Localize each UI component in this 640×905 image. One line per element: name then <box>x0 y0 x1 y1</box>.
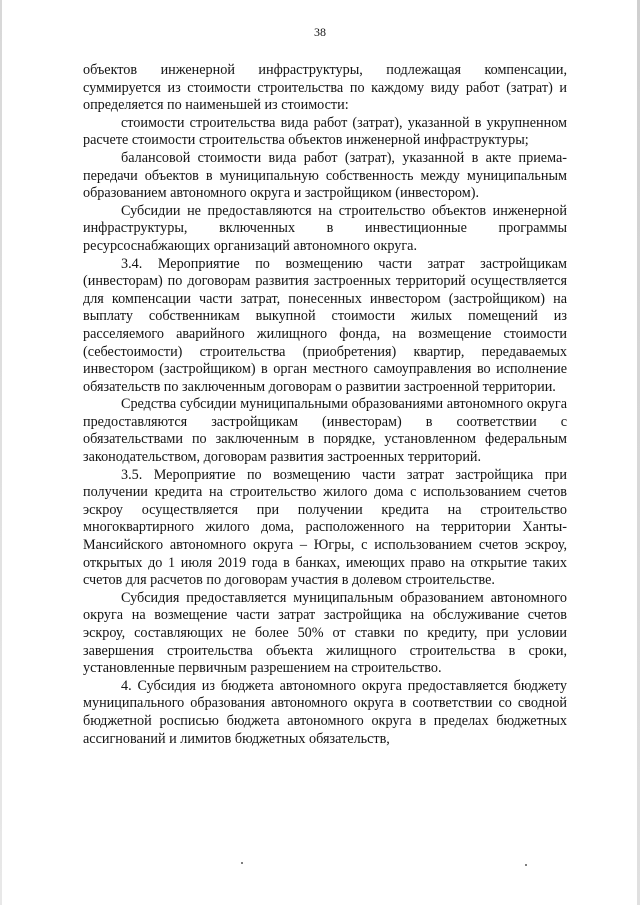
page-number: 38 <box>314 25 326 39</box>
paragraph-5: 3.4. Мероприятие по возмещению части затрат застройщикам (инвесторам) по договорам развития застроенных территорий осуществляется для компенсации части затрат, понесенных инвестором (застройщиком) на выплату собственникам выкупной стоимости жилых помещений из расселяемого аварийного жилищного фонда, на возмещение стоимости (себестоимости) строительства (приобретения) квартир, передаваемых инвестором (застройщиком) в орган местного самоуправления во исполнение обязательств по заключенным договорам о развитии застроенной территории. <box>83 255 567 395</box>
paragraph-7: 3.5. Мероприятие по возмещению части затрат застройщика при получении кредита на строительство жилого дома с использованием счетов эскроу осуществляется при получении кредита на строительство многоквартирного жилого дома, расположенного на территории Ханты-Мансийского автономного округа – Югры, с использованием счетов эскроу, открытых до 1 июля 2019 года в банках, имеющих право на открытие таких счетов для расчетов по договорам участия в долевом строительстве. <box>83 466 567 589</box>
paragraph-4: Субсидии не предоставляются на строительство объектов инженерной инфраструктуры, включенных в инвестиционные программы ресурсоснабжающих организаций автономного округа. <box>83 202 567 254</box>
document-body <box>83 62 567 748</box>
paragraph-2: стоимости строительства вида работ (затрат), указанной в укрупненном расчете стоимости строительства объектов инженерной инфраструктуры; <box>83 114 567 149</box>
paragraph-1: объектов инженерной инфраструктуры, подлежащая компенсации, суммируется из стоимости строительства по каждому виду работ (затрат) и определяется по наименьшей из стоимости: <box>83 62 567 114</box>
paragraph-9: 4. Субсидия из бюджета автономного округа предоставляется бюджету муниципального образования автономного округа в соответствии со сводной бюджетной росписью бюджета автономного округа в пределах бюджетных ассигнований и лимитов бюджетных обязательств, <box>83 677 567 747</box>
scan-speck <box>241 862 243 864</box>
scan-edge-left <box>0 0 2 905</box>
paragraph-3: балансовой стоимости вида работ (затрат), указанной в акте приема-передачи объектов в муниципальную собственность между муниципальным образованием автономного округа и застройщиком (инвестором). <box>83 149 567 202</box>
scan-speck <box>525 864 527 866</box>
paragraph-8: Субсидия предоставляется муниципальным образованием автономного округа на возмещение части затрат застройщика на обслуживание счетов эскроу, составляющих не более 50% от ставки по кредиту, при условии завершения строительства объекта жилищного строительства в сроки, установленные первичным разрешением на строительство. <box>83 589 567 677</box>
paragraph-6: Средства субсидии муниципальными образованиями автономного округа предоставляются застройщикам (инвесторам) в соответствии с обязательствами по заключенным в порядке, установленном федеральным законодательством, договорам развития застроенных территорий. <box>83 396 567 466</box>
